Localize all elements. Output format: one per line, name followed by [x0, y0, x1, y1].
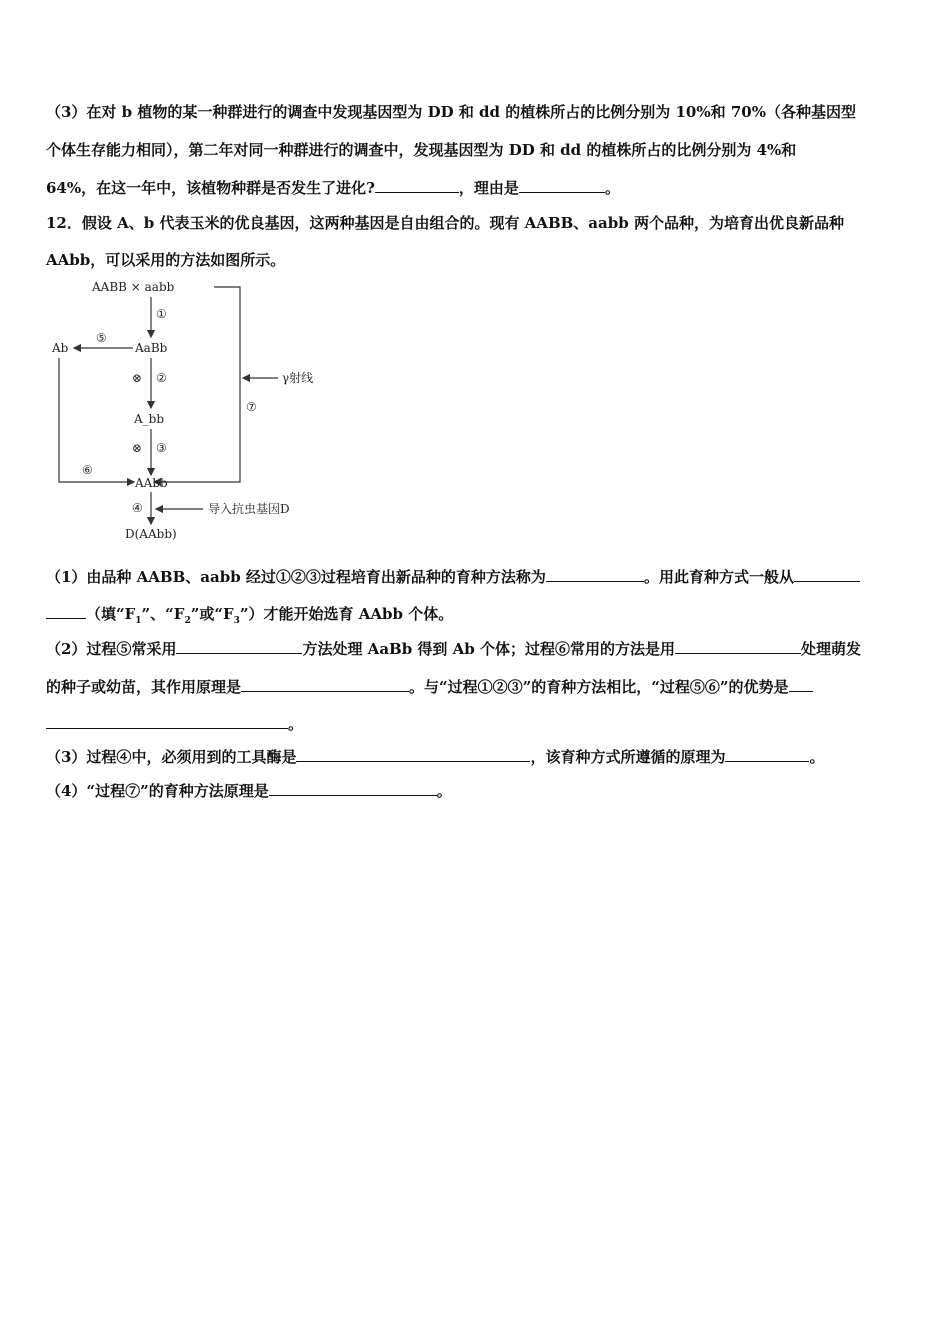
step4-label: ④: [132, 501, 143, 515]
step7-label: ⑦: [246, 400, 257, 414]
q12-2-line1: [46, 638, 908, 659]
q11-3-text1: （3）在对 b 植物的某一种群进行的调查中发现基因型为 DD 和 dd 的植株所占的比例分别为 10%和 70%（各种基因型: [46, 103, 856, 121]
q12-1-text-c: （填“F: [86, 605, 136, 623]
answer-blank-generation-b[interactable]: [46, 603, 86, 619]
f3-subscript: 3: [233, 616, 240, 626]
selfing-icon-2: ⊗: [132, 371, 143, 385]
haploid-label: Ab: [52, 341, 69, 355]
q12-2-text-c: 处理萌发: [801, 640, 862, 658]
f1-subscript: 1: [135, 616, 142, 626]
gene-label: 导入抗虫基因D: [208, 502, 290, 516]
q11-3-text3b: ，理由是: [458, 179, 519, 197]
q12-stem-line2: [46, 250, 908, 270]
answer-blank-advantage-a[interactable]: [789, 676, 813, 692]
result-label: D(AAbb): [125, 527, 177, 541]
q12-1-line2: [46, 603, 908, 631]
step1-label: ①: [156, 307, 167, 321]
q12-1-text-a: （1）由品种 AABB、aabb 经过①②③过程培育出新品种的育种方法称为: [46, 568, 546, 586]
q12-1-text-e: ”或“F: [190, 605, 234, 623]
q11-3-text3a: 64%，在这一年中，该植物种群是否发生了进化?: [46, 179, 375, 197]
q12-4-line: [46, 780, 908, 801]
target-label: AAbb: [135, 476, 168, 490]
step6-label: ⑥: [82, 463, 93, 477]
q12-2-text-d: 的种子或幼苗，其作用原理是: [46, 678, 242, 696]
q12-3-line: [46, 746, 908, 767]
q12-3-text-a: （3）过程④中，必须用到的工具酶是: [46, 748, 297, 766]
process6-path: [59, 358, 134, 482]
step3-label: ③: [156, 441, 167, 455]
breeding-diagram: [48, 276, 328, 546]
q12-2-text-e: 。与“过程①②③”的育种方法相比，“过程⑤⑥”的优势是: [409, 678, 789, 696]
f2-subscript: 2: [184, 616, 191, 626]
answer-blank-process5[interactable]: [176, 638, 302, 654]
process7-path: [154, 287, 240, 482]
q12-1-text-b: 。用此育种方式一般从: [643, 568, 794, 586]
q12-2-text-b: 方法处理 AaBb 得到 Ab 个体；过程⑥常用的方法是用: [302, 640, 675, 658]
answer-blank-breeding-principle[interactable]: [725, 746, 809, 762]
q12-4-text-b: 。: [436, 782, 452, 800]
answer-blank-process7[interactable]: [269, 780, 437, 796]
q12-4-text-a: （4）“过程⑦”的育种方法原理是: [46, 782, 269, 800]
q11-3-line3: [46, 177, 908, 198]
answer-blank-advantage-b[interactable]: [46, 713, 288, 729]
f2-label: A_bb: [134, 412, 165, 426]
q12-1-line1: [46, 566, 908, 587]
answer-blank-enzyme[interactable]: [296, 746, 530, 762]
f1-label: AaBb: [135, 341, 168, 355]
q12-1-text-d: ”、“F: [141, 605, 185, 623]
answer-blank-method[interactable]: [546, 566, 644, 582]
answer-blank-principle[interactable]: [241, 676, 409, 692]
gamma-label: γ射线: [282, 371, 314, 385]
parents-label: AABB × aabb: [92, 280, 175, 294]
q11-3-line2: [46, 140, 908, 160]
answer-blank-evolution[interactable]: [375, 177, 459, 193]
q12-3-text-b: ，该育种方式所遵循的原理为: [530, 748, 726, 766]
answer-blank-reason[interactable]: [519, 177, 605, 193]
q12-stem-text2: AAbb，可以采用的方法如图所示。: [46, 251, 286, 269]
answer-blank-generation-a[interactable]: [794, 566, 860, 582]
selfing-icon-3: ⊗: [132, 441, 143, 455]
q12-stem-text1: 12．假设 A、b 代表玉米的优良基因，这两种基因是自由组合的。现有 AABB、aabb 两个品种，为培育出优良新品种: [46, 214, 844, 232]
answer-blank-process6[interactable]: [675, 638, 801, 654]
q12-2-text-f: 。: [288, 715, 304, 733]
q11-3-line1: [46, 102, 908, 122]
q12-2-text-a: （2）过程⑤常采用: [46, 640, 177, 658]
q12-stem-line1: [46, 213, 908, 233]
step5-label: ⑤: [96, 331, 107, 345]
q12-3-text-c: 。: [809, 748, 825, 766]
q12-2-line3: [46, 713, 908, 734]
q11-3-text2: 个体生存能力相同），第二年对同一种群进行的调查中，发现基因型为 DD 和 dd 的植株所占的比例分别为 4%和: [46, 141, 797, 159]
q12-1-text-f: ”）才能开始选育 AAbb 个体。: [239, 605, 454, 623]
q12-2-line2: [46, 676, 908, 697]
q11-3-text3c: 。: [604, 179, 620, 197]
step2-label: ②: [156, 371, 167, 385]
